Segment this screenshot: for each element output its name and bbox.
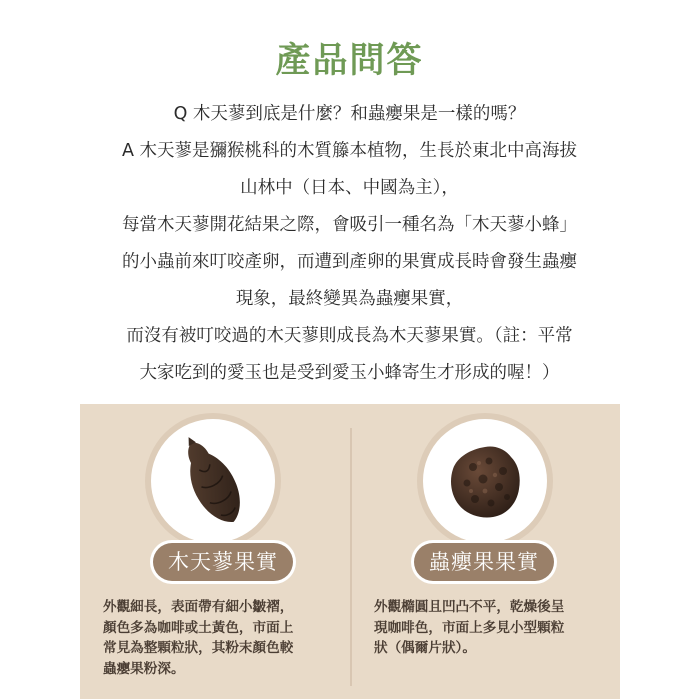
description-line: 狀（偶爾片狀）。 bbox=[374, 640, 476, 656]
round-gall-fruit-icon bbox=[423, 419, 547, 543]
qa-answer-line: 的小蟲前來叮咬產卵，而遭到產卵的果實成長時會發生蟲癭 bbox=[122, 252, 577, 272]
product-name-badge: 蟲癭果果實 bbox=[414, 543, 554, 581]
product-description bbox=[374, 597, 614, 659]
description-line: 顏色多為咖啡或土黃色，市面上 bbox=[103, 619, 294, 636]
description-line: 常見為整顆粒狀，其粉末顏色較 bbox=[103, 640, 294, 656]
qa-answer-line: 而沒有被叮咬過的木天蓼則成長為木天蓼果實。（註：平常 bbox=[126, 326, 573, 346]
description-line: 蟲癭果粉深。 bbox=[103, 660, 185, 677]
description-line: 外觀橢圓且凹凸不平，乾燥後呈 bbox=[374, 599, 565, 615]
qa-answer-line: 現象，最終變異為蟲癭果實， bbox=[235, 289, 464, 309]
comparison-panel bbox=[80, 404, 620, 699]
description-line: 現咖啡色，市面上多見小型顆粒 bbox=[374, 619, 565, 636]
qa-answer-line: 山林中（日本、中國為主）， bbox=[240, 178, 459, 198]
product-description bbox=[103, 597, 335, 679]
page-title: 產品問答 bbox=[275, 41, 424, 81]
qa-answer-line: A 木天蓼是獼猴桃科的木質籐本植物，生長於東北中高海拔 bbox=[121, 141, 578, 161]
elongated-fruit-icon bbox=[151, 419, 275, 543]
product-image-frame bbox=[423, 419, 547, 543]
qa-section bbox=[0, 96, 699, 392]
qa-question: Q 木天蓼到底是什麼？和蟲癭果是一樣的嗎？ bbox=[173, 104, 526, 124]
product-image-frame bbox=[151, 419, 275, 543]
qa-answer-line: 每當木天蓼開花結果之際，會吸引一種名為「木天蓼小蜂」 bbox=[122, 215, 577, 235]
description-line: 外觀細長，表面帶有細小皺褶， bbox=[103, 599, 294, 615]
product-name-badge: 木天蓼果實 bbox=[153, 543, 293, 581]
qa-answer-line: 大家吃到的愛玉也是受到愛玉小蜂寄生才形成的喔！） bbox=[139, 363, 560, 383]
product-card-matatabi bbox=[80, 404, 350, 699]
product-card-gall bbox=[352, 404, 622, 699]
